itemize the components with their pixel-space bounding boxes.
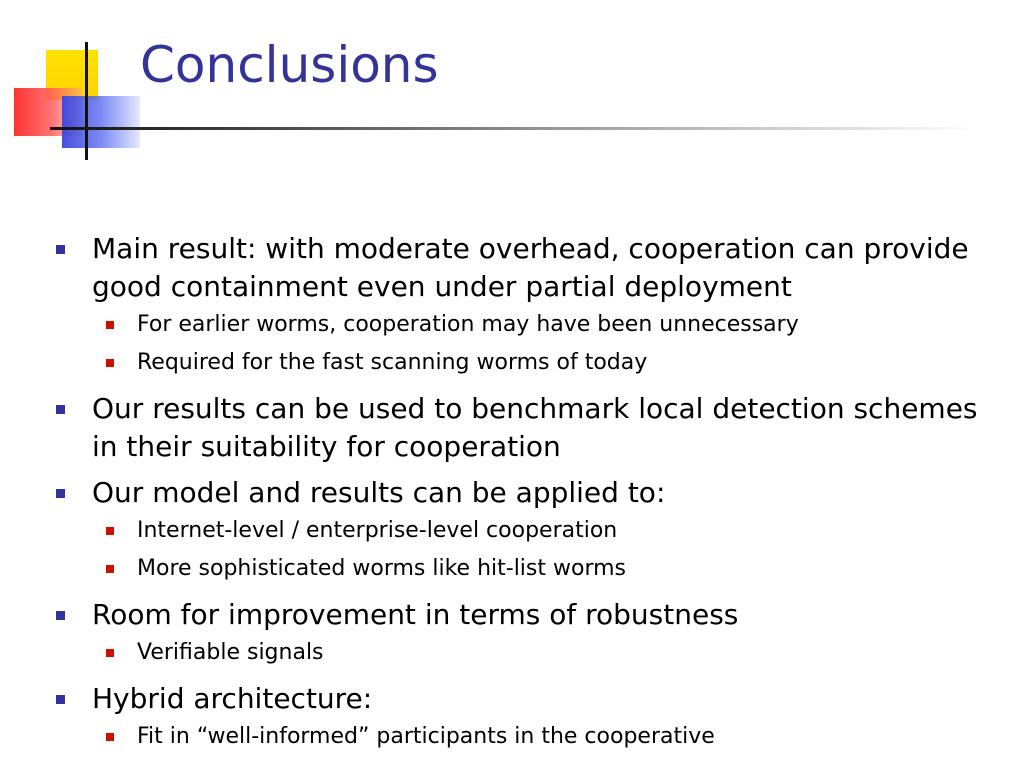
sub-bullet-text: Internet-level / enterprise-level cooperation [137,518,618,543]
bullet-text: Our model and results can be applied to: [92,476,666,509]
bullet-text: Our results can be used to benchmark local detection schemes in their suitability for cooperation [92,392,978,463]
sub-bullet-item [92,550,1010,588]
slide-title: Conclusions [140,36,439,94]
slide-logo-decoration [0,0,160,170]
bullet-item [50,596,1010,634]
bullet-text: Room for improvement in terms of robustness [92,598,739,631]
bullet-item [50,680,1010,718]
square-bullet-icon [106,565,114,573]
square-bullet-icon [106,359,114,367]
sub-bullet-text: Fit in “well-informed” participants in the cooperative [137,724,715,749]
sub-bullet-item [92,718,1010,756]
sub-bullet-text: For earlier worms, cooperation may have been unnecessary [137,312,799,337]
sub-bullet-item [92,634,1010,672]
bullet-item [50,474,1010,512]
sub-bullet-item [92,306,1010,344]
square-bullet-icon [56,695,65,704]
logo-vertical-line [85,42,88,160]
square-bullet-icon [106,321,114,329]
square-bullet-icon [56,611,65,620]
sub-bullet-item [92,344,1010,382]
square-bullet-icon [106,527,114,535]
sub-bullet-text: Verifiable signals [137,640,324,665]
square-bullet-icon [106,733,114,741]
sub-bullet-item [92,512,1010,550]
logo-blue-square [62,96,140,148]
bullet-text: Hybrid architecture: [92,682,373,715]
square-bullet-icon [56,405,65,414]
square-bullet-icon [56,489,65,498]
square-bullet-icon [56,245,65,254]
title-underline [50,127,980,130]
bullet-list [50,230,1010,756]
sub-bullet-text: More sophisticated worms like hit-list worms [137,556,627,581]
square-bullet-icon [106,649,114,657]
bullet-text: Main result: with moderate overhead, cooperation can provide good containment even under partial deployment [92,232,969,303]
bullet-item [50,390,1010,466]
bullet-item [50,230,1010,306]
sub-bullet-text: Required for the fast scanning worms of today [137,350,648,375]
